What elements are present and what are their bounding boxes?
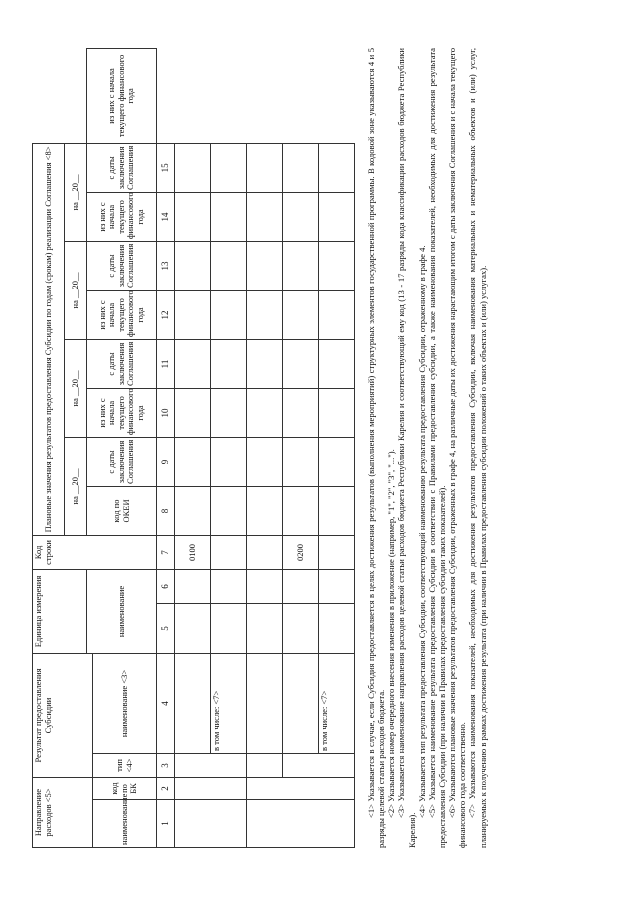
subheader-since-year: из них с начала текущего финансового года (87, 192, 157, 241)
result-cell (247, 653, 283, 753)
subheader-since-year: из них с начала текущего финансового года (87, 388, 157, 437)
header-year-1: на __20__ (65, 437, 87, 535)
header-result: Результат предоставления Субсидии (33, 653, 93, 777)
column-number: 14 (157, 192, 175, 241)
header-plan-values: Плановые значения результатов предоставления Субсидии по годам (срокам) реализации Соглашения <8> (33, 143, 65, 535)
subheader-since-year: из них с начала текущего финансового года (87, 49, 157, 144)
footnote: <2> Указывается номер очередного внесения изменения в приложение (например, "1", "2", "3", "..."). (386, 449, 397, 818)
header-direction: Направление расходов <5> (33, 777, 93, 847)
column-number: 10 (157, 388, 175, 437)
result-cell (175, 653, 211, 753)
column-numbers-row (157, 49, 175, 848)
header-year-2: на __20__ (65, 339, 87, 437)
column-number: 7 (157, 535, 175, 569)
subheader-since-agreement: с даты заключения Соглашения (87, 143, 157, 192)
header-result-name: наименование <3> (93, 653, 157, 753)
header-year-3: на __20__ (65, 241, 87, 339)
footnote: <4> Указывается тип результата предоставления Субсидии, соответствующий наименованию результата предоставления Субсидии, отраженному в графе 4. (416, 245, 427, 818)
header-unit-name: наименование (87, 569, 157, 653)
table-row (175, 49, 211, 848)
table-row (319, 49, 355, 848)
header-direction-name: наименование (93, 800, 157, 848)
rotated-page (32, 48, 602, 848)
subsidy-results-table (32, 48, 355, 848)
column-number: 13 (157, 241, 175, 290)
subheader-since-year: из них с начала текущего финансового года (87, 290, 157, 339)
header-okei: код по ОКЕИ (87, 486, 157, 535)
header-row-code: Код строки (33, 535, 157, 569)
footnote: <7> Указываются наименования показателей, необходимых для достижения результатов предоставления Субсидии, включая наименования материальных и нематериальных объектов и (или) услуг, планируемых к получению в рамках достижения результата (при наличии в Правилах предоставления субсидии положений о таких объектах и (или) услугах). (467, 48, 488, 848)
column-number: 3 (157, 753, 175, 777)
column-number: 15 (157, 143, 175, 192)
column-number: 5 (157, 603, 175, 653)
header-unit: Единица измерения (33, 569, 87, 653)
column-number: 4 (157, 653, 175, 753)
footnote: <6> Указываются плановые значения результатов предоставления Субсидии, отраженных в графе 4, на различные даты их достижения нарастающим итогом с даты заключения Соглашения и с начала текущего финансового года соответственно. (447, 48, 468, 848)
column-number: 1 (157, 800, 175, 848)
result-cell: в том числе: <7> (211, 653, 247, 753)
column-number: 8 (157, 486, 175, 535)
column-number: 9 (157, 437, 175, 486)
column-number: 6 (157, 569, 175, 603)
header-year-4: на __20__ (65, 143, 87, 241)
row-code-cell (247, 535, 283, 569)
subheader-since-agreement: с даты заключения Соглашения (87, 241, 157, 290)
table-row (211, 49, 247, 848)
subheader-since-agreement: с даты заключения Соглашения (87, 437, 157, 486)
result-cell: в том числе: <7> (319, 653, 355, 753)
column-number: 2 (157, 777, 175, 799)
footnote: <5> Указывается наименование результата предоставления Субсидии в соответствии с Правилами предоставления субсидии, а также наименования показателей, необходимых для достижения результата предоставления Субсидии (при наличии в Правилах предоставления субсидии таких показателей). (426, 48, 447, 848)
row-code-cell (211, 535, 247, 569)
footnote: <3> Указывается наименование направления расходов целевой статьи расходов бюджета Республики Карелия и соответствующий ему код (13 - 17 разряды кода классификации расходов бюджета Республики Карелия). (396, 48, 417, 848)
subheader-since-agreement: с даты заключения Соглашения (87, 339, 157, 388)
table-row (283, 49, 319, 848)
column-number: 11 (157, 339, 175, 388)
row-code-cell (319, 535, 355, 569)
row-code-cell: 0100 (175, 535, 211, 569)
row-code-cell: 0200 (283, 535, 319, 569)
column-number: 12 (157, 290, 175, 339)
footnotes (366, 48, 488, 848)
header-type: тип <4> (93, 753, 157, 777)
table-row (247, 49, 283, 848)
footnote: <1> Указывается в случае, если Субсидия предоставляется в целях достижения результатов (выполнения мероприятий) структурных элементов государственной программы. В кодовой зоне указываются 4 и 5 разряды целевой статьи расходов бюджета. (366, 48, 387, 848)
header-code-bk: код по БК (93, 777, 157, 799)
result-cell (283, 653, 319, 753)
